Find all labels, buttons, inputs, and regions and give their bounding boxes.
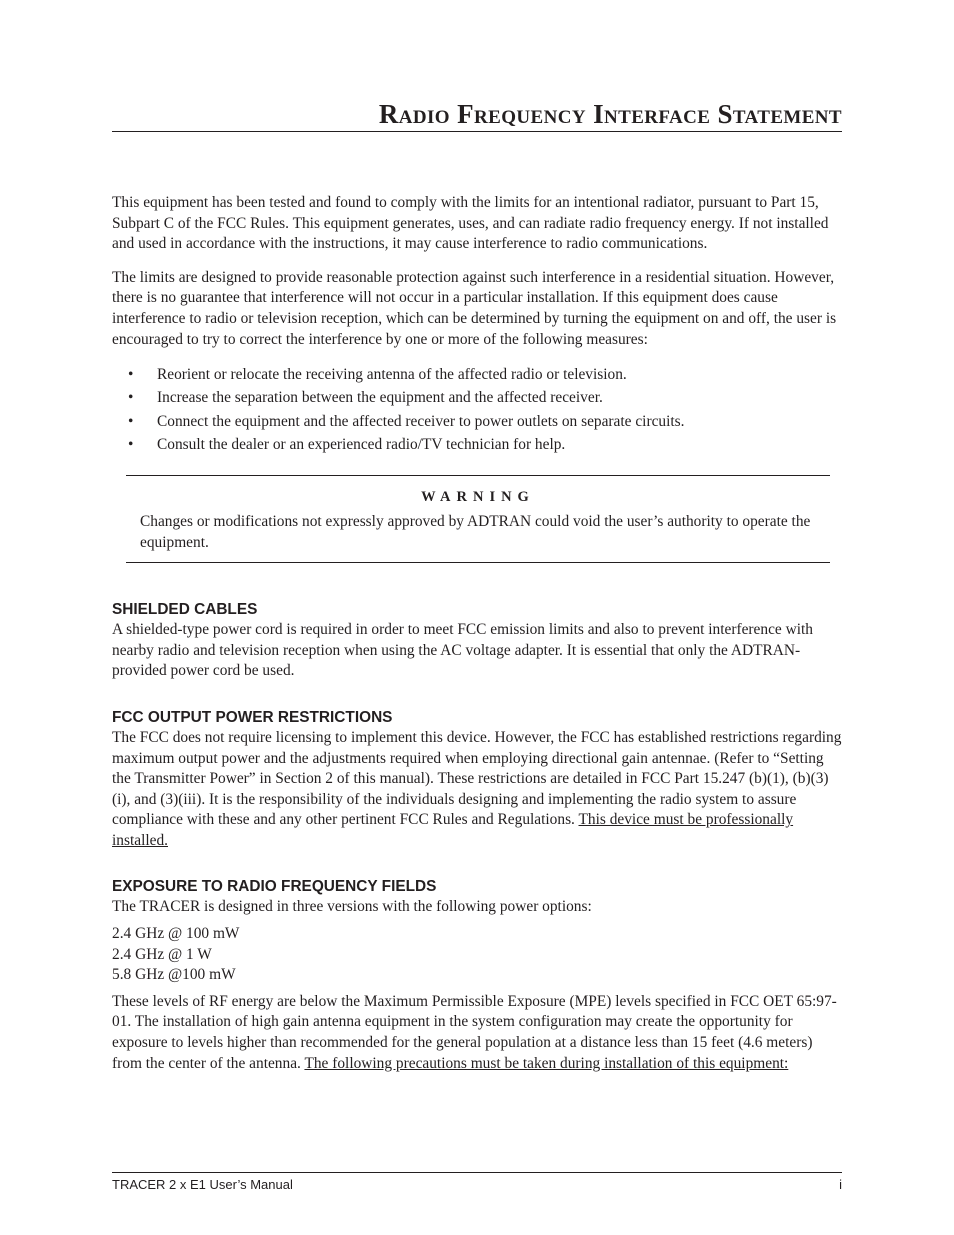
exposure-intro: The TRACER is designed in three versions with the following power options: <box>112 898 592 916</box>
exposure-text <box>112 992 844 1074</box>
fcc-output-power-text <box>112 728 844 852</box>
list-item <box>112 433 844 456</box>
exposure-body: These levels of RF energy are below the Maximum Permissible Exposure (MPE) levels specified in FCC OET 65:97-01. The installation of high gain antenna equipment in the system configuration may create the opportunity for exposure to levels higher than recommended for the general population at a distance less than 15 feet (4.6 meters) from the center of the antenna. <box>112 992 837 1072</box>
power-option: 5.8 GHz @100 mW <box>112 966 236 984</box>
bullet-icon: • <box>128 389 134 407</box>
footer-rule <box>112 1172 842 1173</box>
bullet-icon: • <box>128 436 134 454</box>
warning-heading: WARNING <box>421 489 535 506</box>
fcc-output-power-body: The FCC does not require licensing to implement this device. However, the FCC has established restrictions regarding maximum output power and the adjustments required when employing directional gain antennae. (Refer to “Setting the Transmitter Power” in Section 2 of this manual). These restrictions are detailed in FCC Part 15.247 (b)(1), (b)(3)(i), and (3)(iii). It is the responsibility of the individuals designing and implementing the radio system to assure compliance with these and any other pertinent FCC Rules and Regulations. <box>112 728 842 829</box>
power-options-list <box>112 924 844 986</box>
precautions-note: The following precautions must be taken during installation of this equipment: <box>304 1054 789 1072</box>
intro-paragraph-1: This equipment has been tested and found to comply with the limits for an intentional radiator, pursuant to Part 15, Subpart C of the FCC Rules. This equipment generates, uses, and can radiate radio frequency energy. If not installed and used in accordance with the instructions, it may cause interference to radio communications. <box>112 194 829 253</box>
power-option: 2.4 GHz @ 1 W <box>112 945 212 963</box>
section-heading-shielded-cables: SHIELDED CABLES <box>112 601 258 619</box>
page-title: Radio Frequency Interface Statement <box>378 99 842 129</box>
list-item <box>112 363 844 386</box>
warning-box <box>126 475 830 563</box>
list-item-text: Reorient or relocate the receiving antenna of the affected radio or television. <box>157 366 627 384</box>
bullet-icon: • <box>128 366 134 384</box>
list-item-text: Connect the equipment and the affected receiver to power outlets on separate circuits. <box>157 412 685 430</box>
section-heading-fcc-output-power: FCC OUTPUT POWER RESTRICTIONS <box>112 708 393 726</box>
footer-manual-title: TRACER 2 x E1 User’s Manual <box>112 1177 293 1192</box>
power-option: 2.4 GHz @ 100 mW <box>112 925 240 943</box>
list-item <box>112 386 844 409</box>
title-rule <box>112 131 842 132</box>
list-item-text: Increase the separation between the equipment and the affected receiver. <box>157 389 603 407</box>
shielded-cables-text: A shielded-type power cord is required in order to meet FCC emission limits and also to prevent interference with nearby radio and television reception when using the AC voltage adapter. It is essential that only the ADTRAN-provided power cord be used. <box>112 621 813 680</box>
bullet-icon: • <box>128 412 134 430</box>
measures-list <box>112 363 844 456</box>
list-item <box>112 410 844 433</box>
intro-paragraph-2: The limits are designed to provide reasonable protection against such interference in a residential situation. However, there is no guarantee that interference will not occur in a particular installation. If this equipment does cause interference to radio or television reception, which can be determined by turning the equipment on and off, the user is encouraged to try to correct the interference by one or more of the following measures: <box>112 268 837 348</box>
professional-install-note: This device must be professionally installed. <box>112 811 794 849</box>
list-item-text: Consult the dealer or an experienced radio/TV technician for help. <box>157 436 566 454</box>
page-footer <box>112 1177 842 1192</box>
section-heading-exposure: EXPOSURE TO RADIO FREQUENCY FIELDS <box>112 878 437 896</box>
footer-page-number: i <box>839 1177 842 1192</box>
warning-text: Changes or modifications not expressly approved by ADTRAN could void the user’s authority to operate the equipment. <box>140 512 811 551</box>
document-body <box>112 193 844 1087</box>
